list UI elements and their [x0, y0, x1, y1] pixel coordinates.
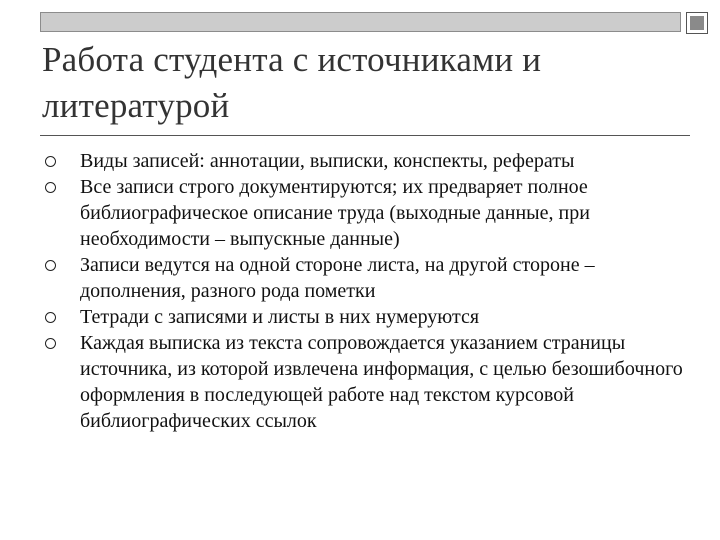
bullet-list [0, 148, 720, 434]
hollow-circle-icon [45, 338, 56, 349]
hollow-circle-icon [45, 260, 56, 271]
hollow-circle-icon [45, 182, 56, 193]
title-divider [40, 135, 690, 136]
hollow-circle-icon [45, 156, 56, 167]
list-item [0, 304, 720, 330]
bullet-text: Записи ведутся на одной стороне листа, на другой стороне – дополнения, разного рода пометки [80, 254, 595, 302]
slide-title: Работа студента с источниками и литературой [42, 40, 542, 125]
bullet-text: Тетради с записями и листы в них нумеруются [80, 306, 480, 328]
list-item [0, 174, 720, 252]
bullet-text: Все записи строго документируются; их предваряет полное библиографическое описание труда (выходные данные, при необходимости – выпускные данные) [80, 176, 590, 250]
bullet-text: Каждая выписка из текста сопровождается указанием страницы источника, из которой извлечена информация, с целью безошибочного оформления в последующей работе над текстом курсовой библиографических ссылок [80, 332, 683, 432]
top-decorative-band [40, 12, 681, 32]
list-item [0, 148, 720, 174]
corner-square-icon [686, 12, 708, 34]
list-item [0, 252, 720, 304]
bullet-text: Виды записей: аннотации, выписки, конспекты, рефераты [80, 150, 575, 172]
list-item [0, 330, 720, 434]
hollow-circle-icon [45, 312, 56, 323]
